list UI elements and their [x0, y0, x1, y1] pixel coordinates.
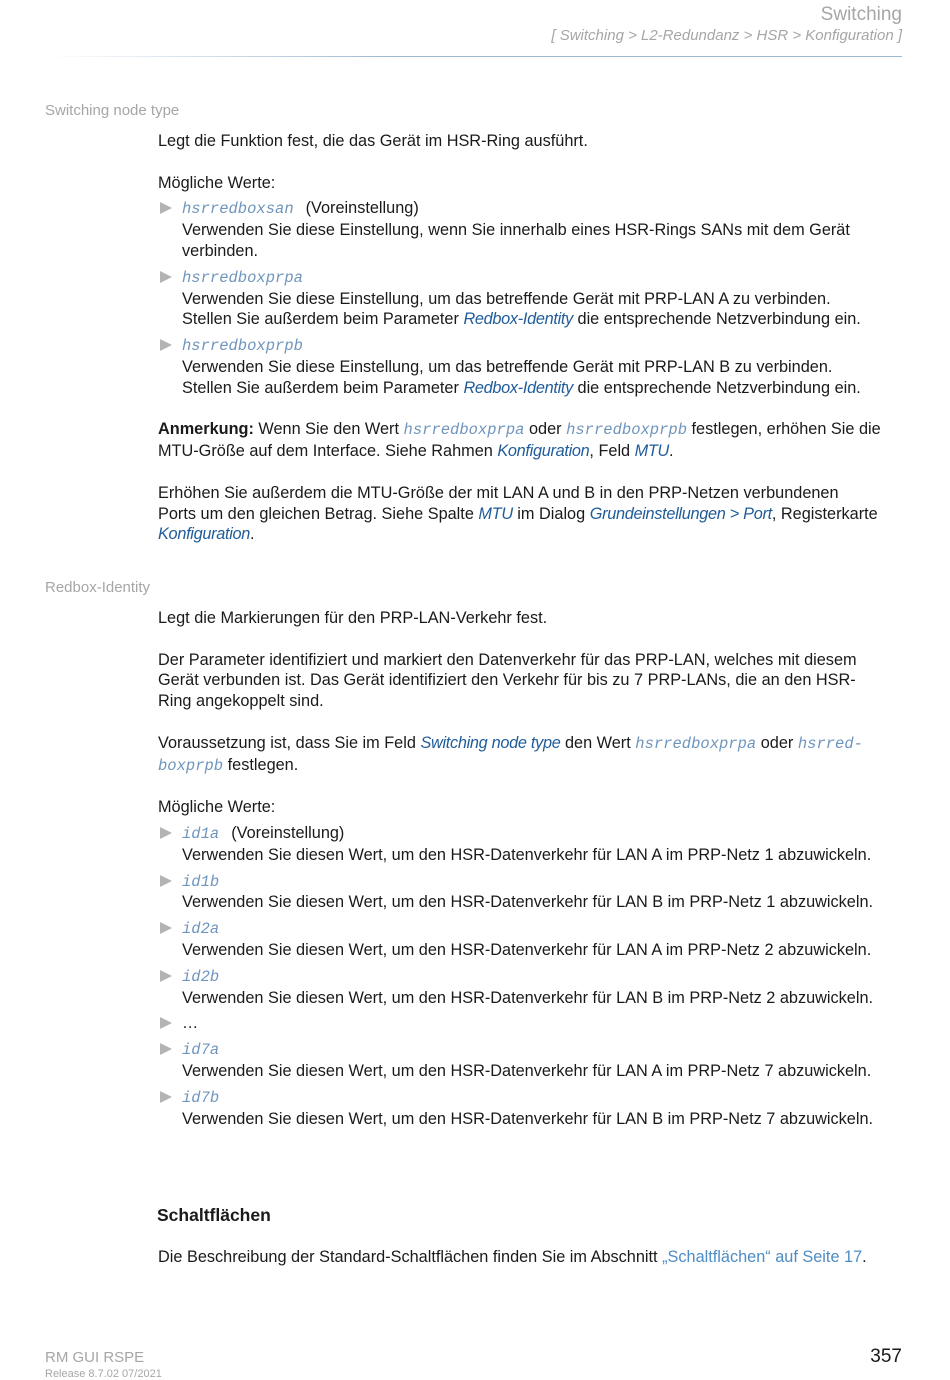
- value-description: Verwenden Sie diese Einstellung, um das betreffende Gerät mit PRP-LAN A zu verbinden.: [182, 289, 831, 308]
- list-item: [158, 823, 908, 866]
- link-grundeinstellungen-port[interactable]: Grundeinstellungen > Port: [589, 504, 772, 523]
- list-item: [158, 335, 908, 398]
- link-redbox-identity[interactable]: Redbox-Identity: [463, 310, 573, 329]
- intro-text: Legt die Funktion fest, die das Gerät im HSR-Ring ausführt.: [158, 132, 588, 150]
- text: Stellen Sie außerdem beim Parameter: [182, 378, 464, 397]
- text: Erhöhen Sie außerdem die MTU-Größe der mit LAN A und B in den PRP-Netzen verbundenen: [158, 483, 839, 502]
- value-description: verbinden.: [182, 241, 259, 260]
- default-label: (Voreinstellung): [305, 199, 419, 218]
- value-description: Verwenden Sie diesen Wert, um den HSR-Datenverkehr für LAN A im PRP-Netz 7 abzuwickeln.: [182, 1061, 872, 1080]
- cross-reference-link[interactable]: „Schaltflächen“ auf Seite 17: [662, 1248, 863, 1266]
- list-item: [158, 267, 908, 330]
- value-code: id7b: [182, 1088, 220, 1107]
- page-number: 357: [870, 1346, 902, 1367]
- bullet-triangle-icon: [160, 875, 172, 887]
- text: .: [250, 525, 255, 544]
- list-item: [158, 1039, 908, 1082]
- parameter-label-redbox-identity: Redbox-Identity: [45, 579, 151, 596]
- value-code: id1b: [182, 872, 220, 891]
- value-description: Verwenden Sie diesen Wert, um den HSR-Datenverkehr für LAN B im PRP-Netz 2 abzuwickeln.: [182, 988, 874, 1007]
- link-switching-node-type[interactable]: Switching node type: [420, 733, 561, 752]
- ellipsis: …: [182, 1014, 199, 1033]
- bullet-triangle-icon: [160, 339, 172, 351]
- mtu-paragraph: [158, 483, 908, 545]
- text: .: [862, 1248, 867, 1266]
- list-item: [158, 966, 908, 1009]
- text: Ports um den gleichen Betrag. Siehe Spalte: [158, 504, 479, 523]
- text: , Feld: [589, 442, 635, 461]
- text: Wenn Sie den Wert: [253, 420, 404, 439]
- note-paragraph: [158, 419, 908, 462]
- text: Die Beschreibung der Standard-Schaltflächen finden Sie im Abschnitt: [158, 1248, 663, 1266]
- value-code: hsrred-: [797, 734, 863, 753]
- breadcrumb: [ Switching > L2-Redundanz > HSR > Konfiguration ]: [551, 27, 902, 44]
- link-mtu[interactable]: MTU: [478, 504, 513, 523]
- text: den Wert: [560, 733, 636, 752]
- list-item: [158, 918, 908, 961]
- note-label: Anmerkung:: [158, 420, 254, 439]
- link-konfiguration[interactable]: Konfiguration: [497, 442, 590, 461]
- bullet-triangle-icon: [160, 271, 172, 283]
- bullet-triangle-icon: [160, 1043, 172, 1055]
- text: Gerät verbunden ist. Das Gerät identifiziert den Verkehr für bis zu 7 PRP-LANs, die an den HSR-: [158, 671, 856, 690]
- switching-node-type-description: [158, 131, 908, 545]
- value-description: Verwenden Sie diesen Wert, um den HSR-Datenverkehr für LAN A im PRP-Netz 2 abzuwickeln.: [182, 940, 872, 959]
- bullet-triangle-icon: [160, 1091, 172, 1103]
- value-description: Verwenden Sie diese Einstellung, wenn Sie innerhalb eines HSR-Rings SANs mit dem Gerät: [182, 221, 850, 240]
- value-description: Verwenden Sie diesen Wert, um den HSR-Datenverkehr für LAN A im PRP-Netz 1 abzuwickeln.: [182, 845, 872, 864]
- value-description: Verwenden Sie diesen Wert, um den HSR-Datenverkehr für LAN B im PRP-Netz 1 abzuwickeln.: [182, 893, 874, 912]
- default-label: (Voreinstellung): [231, 823, 345, 842]
- parameter-label-switching-node-type: Switching node type: [45, 102, 180, 119]
- bullet-triangle-icon: [160, 827, 172, 839]
- text: Der Parameter identifiziert und markiert den Datenverkehr für das PRP-LAN, welches mit diesem: [158, 650, 857, 669]
- bullet-triangle-icon: [160, 202, 172, 214]
- value-code: boxprpb: [158, 756, 224, 775]
- text: die entsprechende Netzverbindung ein.: [572, 378, 861, 397]
- text: , Registerkarte: [771, 504, 878, 523]
- value-description: Verwenden Sie diesen Wert, um den HSR-Datenverkehr für LAN B im PRP-Netz 7 abzuwickeln.: [182, 1109, 874, 1128]
- link-konfiguration[interactable]: Konfiguration: [158, 525, 251, 544]
- section-heading-schaltflaechen: Schaltflächen: [157, 1205, 271, 1225]
- text: oder: [524, 420, 567, 439]
- list-item: [158, 1087, 908, 1130]
- text: Stellen Sie außerdem beim Parameter: [182, 310, 464, 329]
- chapter-title: Switching: [820, 4, 902, 25]
- buttons-paragraph: [158, 1247, 908, 1268]
- value-code: id2a: [182, 920, 220, 939]
- value-description: Verwenden Sie diese Einstellung, um das betreffende Gerät mit PRP-LAN B zu verbinden.: [182, 357, 833, 376]
- prerequisite-paragraph: [158, 733, 908, 777]
- parameter-paragraph: [158, 650, 908, 712]
- text: oder: [756, 733, 798, 752]
- footer-product: RM GUI RSPE: [45, 1349, 145, 1366]
- value-code: id1a: [182, 824, 220, 843]
- value-code: hsrredboxprpa: [182, 268, 303, 287]
- text: die entsprechende Netzverbindung ein.: [572, 310, 861, 329]
- value-code: hsrredboxprpa: [635, 734, 757, 753]
- value-code: id2b: [182, 967, 220, 986]
- text: Ring angekoppelt sind.: [158, 692, 324, 711]
- link-mtu[interactable]: MTU: [634, 442, 670, 461]
- list-item: [158, 1013, 908, 1034]
- redbox-identity-description: [158, 608, 908, 1129]
- value-code: hsrredboxprpb: [182, 337, 303, 356]
- text: .: [669, 442, 674, 461]
- link-redbox-identity[interactable]: Redbox-Identity: [463, 378, 573, 397]
- value-code: hsrredboxsan: [182, 200, 294, 219]
- values-heading: Mögliche Werte:: [158, 798, 276, 817]
- bullet-triangle-icon: [160, 970, 172, 982]
- header-divider: [48, 56, 902, 57]
- bullet-triangle-icon: [160, 922, 172, 934]
- text: festlegen, erhöhen Sie die: [687, 420, 881, 439]
- intro-text: Legt die Markierungen für den PRP-LAN-Verkehr fest.: [158, 609, 548, 627]
- value-code: id7a: [182, 1041, 220, 1060]
- text: MTU-Größe auf dem Interface. Siehe Rahmen: [158, 442, 498, 461]
- text: Voraussetzung ist, dass Sie im Feld: [158, 733, 421, 752]
- footer-release: Release 8.7.02 07/2021: [45, 1368, 162, 1380]
- text: im Dialog: [512, 504, 590, 523]
- value-code: hsrredboxprpa: [403, 421, 525, 440]
- list-item: [158, 871, 908, 914]
- list-item: [158, 198, 908, 261]
- bullet-triangle-icon: [160, 1017, 172, 1029]
- value-code: hsrredboxprpb: [566, 421, 687, 440]
- values-heading: Mögliche Werte:: [158, 173, 276, 192]
- text: festlegen.: [223, 755, 299, 774]
